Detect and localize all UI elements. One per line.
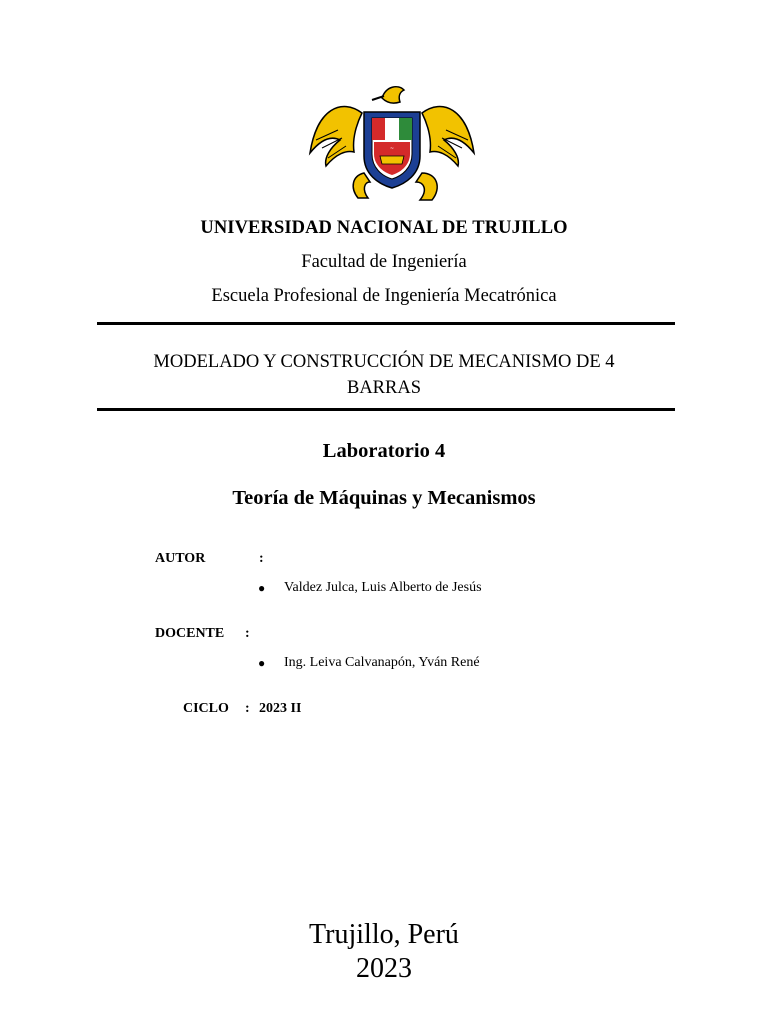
university-name: UNIVERSIDAD NACIONAL DE TRUJILLO <box>200 218 568 238</box>
lab-number: Laboratorio 4 <box>322 440 446 462</box>
teacher-colon: : <box>245 626 250 641</box>
bullet-icon: ● <box>258 656 266 670</box>
top-divider <box>97 322 675 325</box>
author-label: AUTOR <box>155 551 206 566</box>
cycle-colon: : <box>245 701 250 716</box>
place-date <box>0 918 768 986</box>
cycle-value: 2023 II <box>259 701 302 716</box>
course-name: Teoría de Máquinas y Mecanismos <box>232 487 536 509</box>
project-title <box>0 349 768 401</box>
teacher-name: Ing. Leiva Calvanapón, Yván René <box>284 655 480 670</box>
project-title-line1: MODELADO Y CONSTRUCCIÓN DE MECANISMO DE 4 <box>153 352 615 372</box>
school-name: Escuela Profesional de Ingeniería Mecatrónica <box>211 286 557 306</box>
city: Trujillo, Perú <box>309 919 459 950</box>
crest-griffins-icon <box>302 78 482 208</box>
svg-text:~: ~ <box>389 146 395 152</box>
project-title-line2: BARRAS <box>346 378 422 398</box>
author-colon: : <box>259 551 264 566</box>
year: 2023 <box>356 953 412 984</box>
author-name: Valdez Julca, Luis Alberto de Jesús <box>284 580 482 595</box>
cycle-label: CICLO <box>183 701 229 716</box>
bullet-icon: ● <box>258 581 266 595</box>
teacher-label: DOCENTE <box>155 626 225 641</box>
university-logo <box>302 78 482 208</box>
faculty-name: Facultad de Ingeniería <box>301 252 467 272</box>
bottom-divider <box>97 408 675 411</box>
